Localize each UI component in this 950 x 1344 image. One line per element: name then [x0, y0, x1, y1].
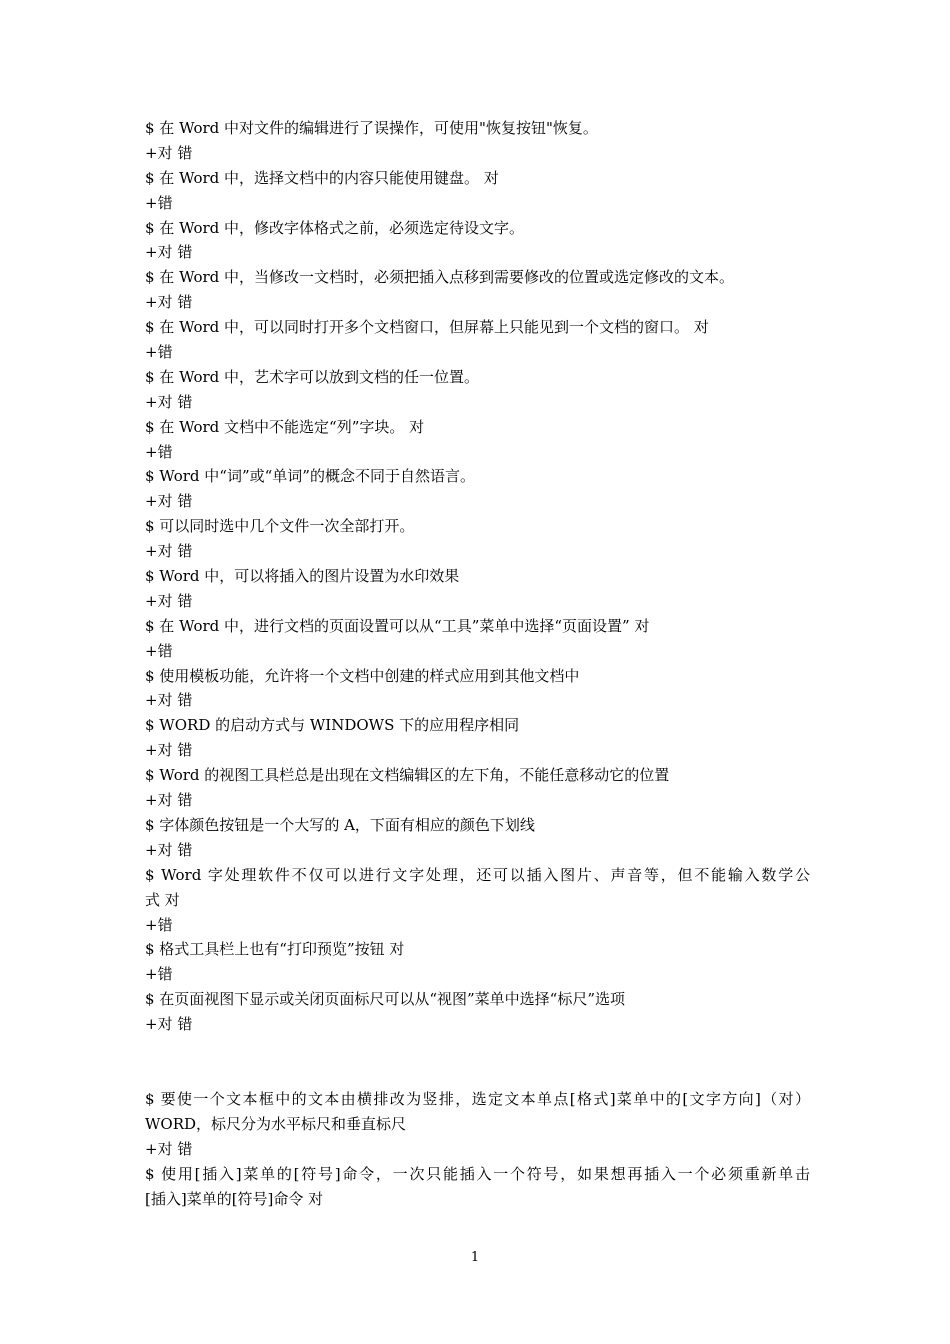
- text-line: +对 错: [145, 492, 193, 511]
- text-line: +对 错: [145, 591, 193, 610]
- text-line: +对 错: [145, 243, 193, 262]
- text-line: $ 要使一个文本框中的文本由横排改为竖排，选定文本单点[格式]菜单中的[文字方向]（对）: [145, 1089, 810, 1108]
- text-line: $ 在 Word 中，艺术字可以放到文档的任一位置。: [145, 367, 480, 386]
- text-line: $ Word 中“词”或“单词”的概念不同于自然语言。: [145, 467, 475, 486]
- text-line: +错: [145, 965, 173, 984]
- text-line: $ 格式工具栏上也有“打印预览”按钮 对: [145, 940, 405, 959]
- text-line: +对 错: [145, 1139, 193, 1158]
- text-line: $ 在页面视图下显示或关闭页面标尺可以从“视图”菜单中选择“标尺”选项: [145, 990, 625, 1009]
- text-line: $ 可以同时选中几个文件一次全部打开。: [145, 517, 415, 536]
- text-line: +对 错: [145, 741, 193, 760]
- text-line: $ 使用[插入]菜单的[符号]命令，一次只能插入一个符号，如果想再插入一个必须重新单击: [145, 1164, 810, 1183]
- text-line: +对 错: [145, 691, 193, 710]
- text-line: +对 错: [145, 840, 193, 859]
- text-line: $ Word 字处理软件不仅可以进行文字处理，还可以插入图片、声音等，但不能输入数学公: [145, 865, 810, 884]
- text-line: $ 在 Word 中，选择文档中的内容只能使用键盘。 对: [145, 168, 499, 187]
- text-line: $ 在 Word 文档中不能选定“列”字块。 对: [145, 417, 425, 436]
- text-line: $ 在 Word 中对文件的编辑进行了误操作，可使用"恢复按钮"恢复。: [145, 119, 598, 137]
- text-line: +错: [145, 343, 173, 362]
- text-line: +对 错: [145, 293, 193, 312]
- text-line: 式 对: [145, 890, 180, 909]
- text-line: +错: [145, 442, 173, 461]
- text-line: $ 字体颜色按钮是一个大写的 A，下面有相应的颜色下划线: [145, 815, 535, 834]
- text-line: +对 错: [145, 392, 193, 411]
- text-line: $ 在 Word 中，修改字体格式之前，必须选定待设文字。: [145, 218, 525, 237]
- text-line: +对 错: [145, 542, 193, 561]
- page-number: 1: [470, 1250, 480, 1265]
- text-line: $ Word 的视图工具栏总是出现在文档编辑区的左下角，不能任意移动它的位置: [145, 766, 670, 785]
- text-line: +错: [145, 193, 173, 212]
- text-line: $ WORD 的启动方式与 WINDOWS 下的应用程序相同: [145, 716, 520, 735]
- text-line: $ 在 Word 中，进行文档的页面设置可以从“工具”菜单中选择“页面设置” 对: [145, 616, 650, 635]
- blank-space: [145, 1037, 810, 1087]
- text-line: $ 使用模板功能，允许将一个文档中创建的样式应用到其他文档中: [145, 666, 580, 685]
- text-line: $ 在 Word 中，当修改一文档时，必须把插入点移到需要修改的位置或选定修改的文本。: [145, 268, 735, 287]
- text-line: +对 错: [145, 1015, 193, 1034]
- text-line: $ Word 中，可以将插入的图片设置为水印效果: [145, 567, 460, 586]
- document-body: [145, 116, 810, 1211]
- text-line: +对 错: [145, 791, 193, 810]
- text-line: +错: [145, 641, 173, 660]
- text-line: $ 在 Word 中，可以同时打开多个文档窗口，但屏幕上只能见到一个文档的窗口。 对: [145, 318, 709, 337]
- text-line: +错: [145, 915, 173, 934]
- text-line: WORD，标尺分为水平标尺和垂直标尺: [145, 1114, 407, 1133]
- text-line: +对 错: [145, 143, 193, 162]
- text-line: [插入]菜单的[符号]命令 对: [145, 1189, 324, 1208]
